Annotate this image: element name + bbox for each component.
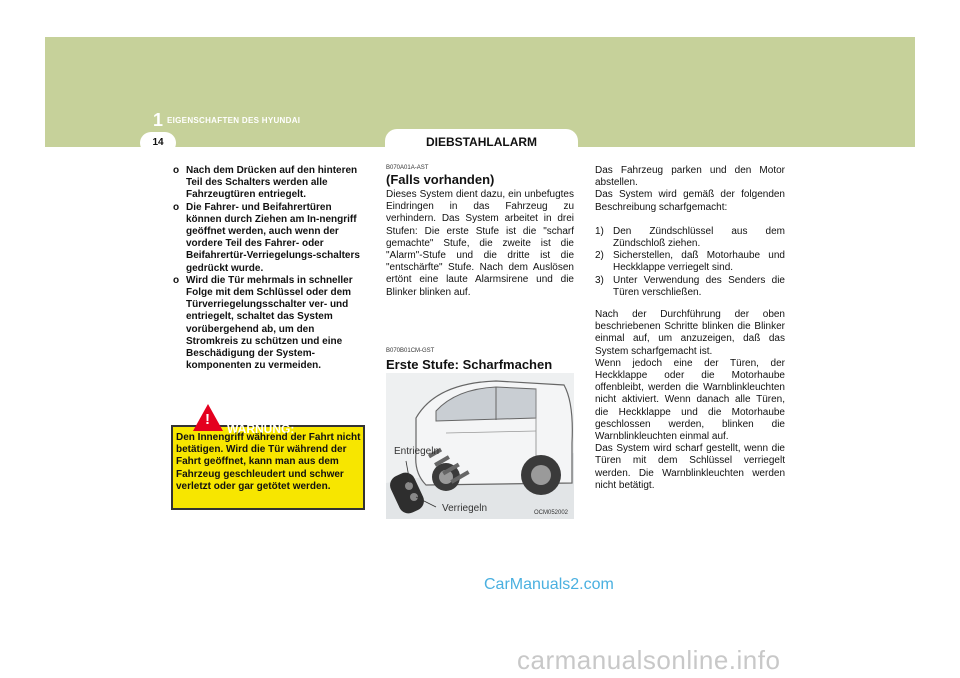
warning-title: WARNUNG: bbox=[227, 422, 295, 436]
middle-column bbox=[386, 165, 574, 299]
figure-label-entriegeln: Entriegeln bbox=[394, 446, 440, 457]
subsection-heading: Erste Stufe: Scharfmachen bbox=[386, 357, 553, 372]
step-item bbox=[595, 226, 785, 250]
bullet-text: Nach dem Drücken auf den hinteren Teil des Schalters werden alle Fahrzeugtüren entriegelt. bbox=[186, 165, 358, 201]
figure-label-verriegeln: Verriegeln bbox=[442, 503, 488, 514]
section-heading: (Falls vorhanden) bbox=[386, 172, 495, 187]
bullet-text: Die Fahrer- und Beifahrertüren können durch Ziehen am In-nengriff geöffnet werden, auch wenn der vordere Teil des Fahrer- oder Beifahrertür-Verriegelungs-schalters gedrückt wurde. bbox=[186, 201, 360, 274]
bullet-item bbox=[173, 165, 365, 202]
watermark: carmanualsonline.info bbox=[517, 645, 781, 675]
step-number: 3) bbox=[595, 274, 604, 286]
bullet-marker: o bbox=[173, 165, 180, 176]
chapter-title: EIGENSCHAFTEN DES HYUNDAI bbox=[167, 116, 301, 125]
bullet-item bbox=[173, 202, 365, 275]
step-item bbox=[595, 275, 785, 299]
warning-text: Den Innengriff während der Fahrt nicht betätigen. Wird die Tür während der Fahrt geöffnet, kann man aus dem Fahrzeug geschleudert und schwer verletzt oder gar getötet werden. bbox=[176, 432, 361, 492]
page-number: 14 bbox=[140, 132, 176, 154]
section-tab: DIEBSTAHLALARM bbox=[385, 129, 578, 153]
section-code: B070A01A-AST bbox=[386, 165, 429, 171]
bullet-marker: o bbox=[173, 274, 180, 286]
intro-text: Das Fahrzeug parken und den Motor abstellen. bbox=[595, 165, 785, 189]
subsection-code: B070B01CM-GST bbox=[386, 348, 435, 354]
bullet-text: Wird die Tür mehrmals in schneller Folge mit dem Schlüssel oder dem Türverriegelungsschalter ver- und entriegelt, schaltet das System vorübergehend ab, um den Stromkreis zu schützen und eine Beschädigung der System-komponenten zu vermeiden. bbox=[186, 274, 353, 372]
chapter-number: 1 bbox=[153, 110, 164, 130]
footer-brand-link[interactable]: CarManuals2.com bbox=[484, 576, 614, 593]
warning-box bbox=[171, 411, 365, 510]
figure-code: OCM052002 bbox=[534, 510, 569, 516]
warning-triangle-icon bbox=[193, 404, 223, 431]
step-item bbox=[595, 250, 785, 274]
intro-text-2: Das System wird gemäß der folgenden Beschreibung scharfgemacht: bbox=[595, 189, 785, 213]
paragraph: Wenn jedoch eine der Türen, der Heckklappe oder die Motorhaube offenbleibt, werden die Warnblinkleuchten nicht aktiviert. Wenn danach alle Türen, die Heckklappe und die Motorhaube geschlossen werden, blinken die Warnblinkleuchten einmal auf. bbox=[595, 357, 785, 443]
step-text: Sicherstellen, daß Motorhaube und Heckklappe verriegelt sind. bbox=[613, 250, 785, 274]
step-text: Unter Verwendung des Senders die Türen verschließen. bbox=[613, 274, 785, 298]
left-column bbox=[173, 165, 365, 372]
paragraph: Das System wird scharf gestellt, wenn die Türen mit dem Schlüssel verriegelt werden. Die Warnblinkleuchten werden nicht betätigt. bbox=[595, 443, 785, 491]
car-key-illustration bbox=[386, 373, 574, 519]
step-number: 1) bbox=[595, 225, 604, 237]
paragraph: Nach der Durchführung der oben beschriebenen Schritte blinken die Blinker einmal auf, um anzuzeigen, daß das System scharfgemacht ist. bbox=[595, 309, 785, 357]
step-text: Den Zündschlüssel aus dem Zündschloß ziehen. bbox=[613, 225, 785, 250]
bullet-marker: o bbox=[173, 201, 180, 213]
warning-exclamation: ! bbox=[205, 411, 210, 428]
section-body: Dieses System dient dazu, ein unbefugtes Eindringen in das Fahrzeug zu verhindern. Das System arbeitet in drei Stufen: Die erste Stufe ist die "scharf gemachte" Stufe, die zweite ist die "Alarm"-Stufe und die dritte ist die "entschärfte" Stufe. Nach dem Auslösen ertönt eine laute Alarmsirene und die Blinker blinken auf. bbox=[386, 189, 574, 298]
step-number: 2) bbox=[595, 250, 604, 262]
bullet-item bbox=[173, 275, 365, 373]
right-column bbox=[595, 165, 785, 492]
